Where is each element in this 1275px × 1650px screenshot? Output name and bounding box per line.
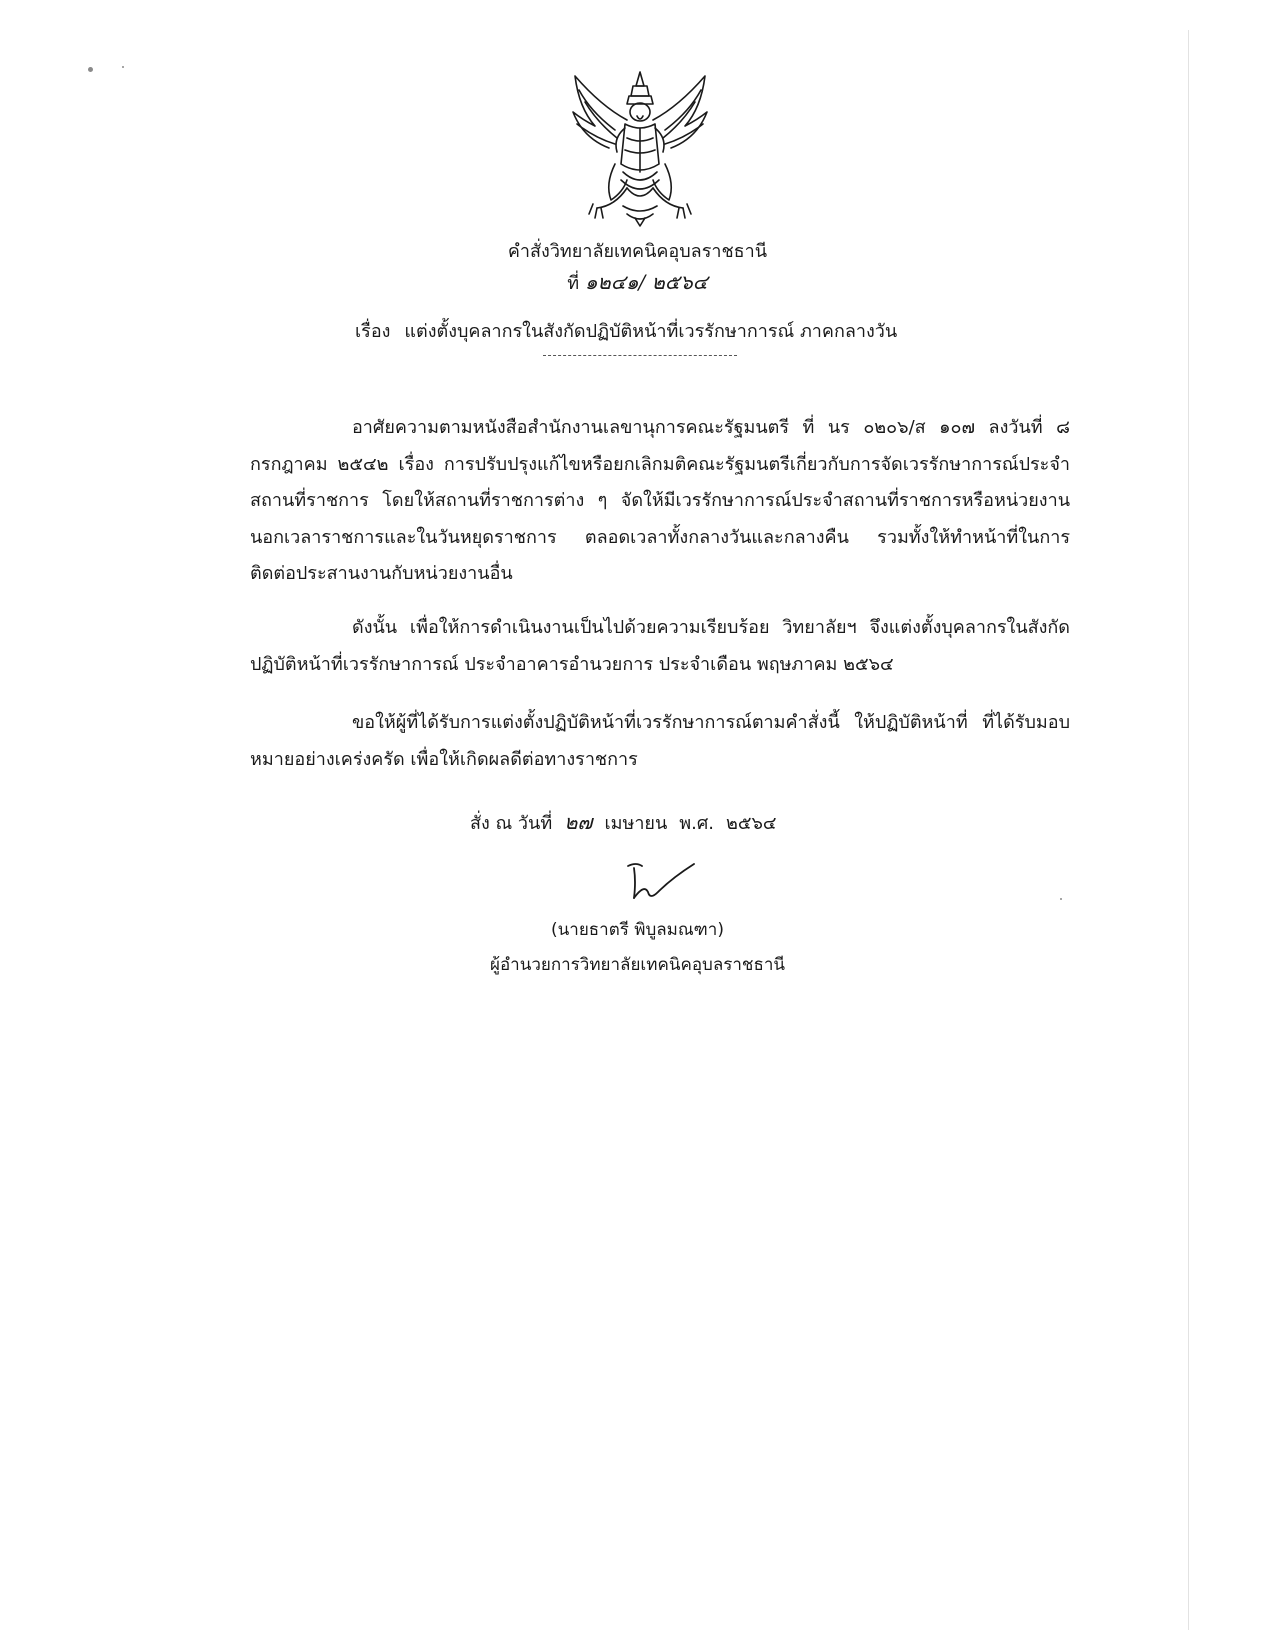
date-day: ๒๗ (564, 810, 593, 834)
scan-speck (1060, 898, 1062, 900)
order-number: ๑๒๔๑/ ๒๕๖๔ (584, 270, 708, 294)
garuda-emblem-icon (565, 68, 715, 228)
scan-speck (88, 67, 93, 72)
signer-position: ผู้อำนวยการวิทยาลัยเทคนิคอุบลราชธานี (489, 955, 785, 975)
handwritten-signature-icon (622, 858, 702, 906)
order-number-line (0, 270, 1275, 296)
date-month: เมษายน (604, 813, 668, 834)
order-date-line (470, 810, 789, 836)
document-heading: คำสั่งวิทยาลัยเทคนิคอุบลราชธานี (507, 241, 768, 262)
date-era: พ.ศ. (679, 813, 715, 834)
body-paragraph-1: อาศัยความตามหนังสือสำนักงานเลขานุการคณะรัฐมนตรี ที่ นร ๐๒๐๖/ส ๑๐๗ ลงวันที่ ๘ กรกฎาคม ๒๕๔๒ เรื่อง การปรับปรุงแก้ไขหรือยกเลิกมติคณะรัฐมนตรีเกี่ยวกับการจัดเวรรักษาการณ์ประจำสถานที่ราชการ โดยให้สถานที่ราชการต่าง ๆ จัดให้มีเวรรักษาการณ์ประจำสถานที่ราชการหรือหน่วยงานนอกเวลาราชการและในวันหยุดราชการ ตลอดเวลาทั้งกลางวันและกลางคืน รวมทั้งให้ทำหน้าที่ในการติดต่อประสานงานกับหน่วยงานอื่น (250, 417, 1070, 584)
date-year: ๒๕๖๔ (726, 813, 777, 834)
order-number-prefix: ที่ (567, 273, 580, 294)
date-prefix: สั่ง ณ วันที่ (470, 813, 553, 834)
body-paragraph-3: ขอให้ผู้ที่ได้รับการแต่งตั้งปฏิบัติหน้าที่เวรรักษาการณ์ตามคำสั่งนี้ ให้ปฏิบัติหน้าที่ ที่ได้รับมอบหมายอย่างเคร่งครัด เพื่อให้เกิดผลดีต่อทางราชการ (250, 712, 1070, 770)
subject-text: แต่งตั้งบุคลากรในสังกัดปฏิบัติหน้าที่เวรรักษาการณ์ ภาคกลางวัน (404, 321, 898, 342)
subject-line (355, 320, 897, 344)
signer-name: (นายธาตรี พิบูลมณฑา) (551, 920, 724, 940)
scan-speck (122, 66, 124, 68)
heading-divider (543, 355, 737, 356)
subject-label: เรื่อง (355, 321, 391, 342)
body-paragraph-2: ดังนั้น เพื่อให้การดำเนินงานเป็นไปด้วยความเรียบร้อย วิทยาลัยฯ จึงแต่งตั้งบุคลากรในสังกัดปฏิบัติหน้าที่เวรรักษาการณ์ ประจำอาคารอำนวยการ ประจำเดือน พฤษภาคม ๒๕๖๔ (250, 617, 1070, 675)
